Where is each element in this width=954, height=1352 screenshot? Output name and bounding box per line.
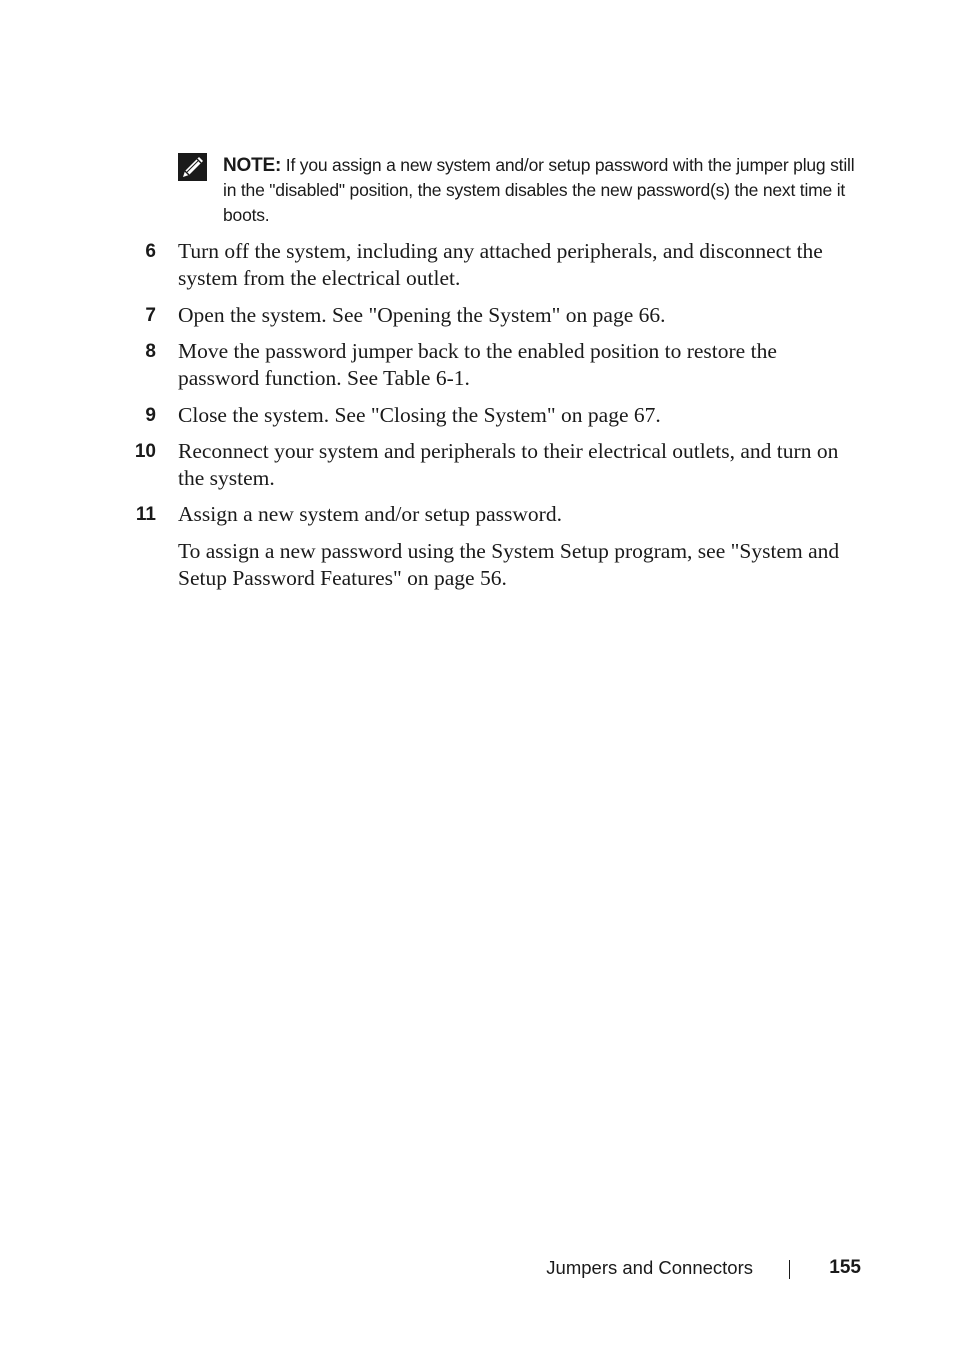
- step-text: Move the password jumper back to the enabled position to restore the password function. See Table 6-1.: [178, 339, 777, 390]
- step-number: 10: [134, 441, 156, 462]
- step-text: Close the system. See "Closing the System" on page 67.: [178, 403, 661, 427]
- step-paragraph: To assign a new password using the System Setup program, see "System and Setup Password Features" on page 56.: [178, 539, 840, 590]
- step-text: Reconnect your system and peripherals to their electrical outlets, and turn on the system.: [178, 439, 839, 490]
- footer-divider: [789, 1260, 790, 1279]
- step-text: Assign a new system and/or setup password.: [178, 502, 562, 526]
- note-text: [223, 153, 863, 228]
- note-body: If you assign a new system and/or setup password with the jumper plug still in the "disabled" position, the system disables the new password(s) the next time it boots.: [223, 155, 855, 225]
- step-number: 9: [145, 405, 156, 426]
- step-number: 8: [145, 341, 156, 362]
- page-number: 155: [829, 1257, 861, 1278]
- footer-section-title: Jumpers and Connectors: [546, 1257, 753, 1278]
- step-number: 7: [145, 305, 156, 326]
- note-label: NOTE:: [223, 155, 282, 176]
- step-text: Turn off the system, including any attached peripherals, and disconnect the system from the electrical outlet.: [178, 239, 823, 290]
- step-number: 11: [135, 504, 156, 525]
- note-pencil-icon: [178, 153, 207, 181]
- step-text: Open the system. See "Opening the System" on page 66.: [178, 303, 666, 327]
- step-number: 6: [145, 241, 156, 262]
